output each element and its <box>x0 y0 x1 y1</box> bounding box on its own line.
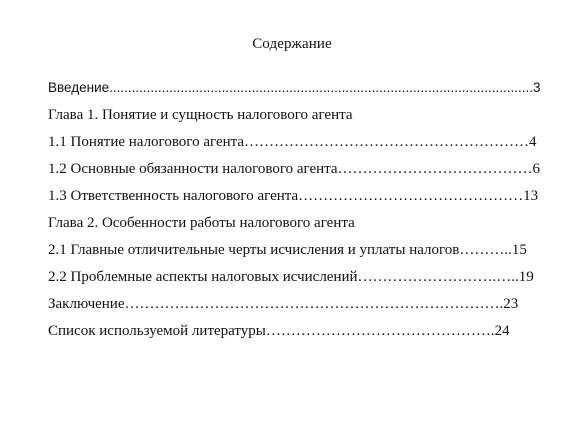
toc-entry-section-1-3: 1.3 Ответственность налогового агента………………………………………13 <box>48 188 539 204</box>
toc-entry-section-1-1: 1.1 Понятие налогового агента…………………………………………………4 <box>48 134 537 150</box>
toc-entry-section-2-2: 2.2 Проблемные аспекты налоговых исчислений……………………….…..19 <box>48 269 534 285</box>
toc-entry-chapter-2: Глава 2. Особенности работы налогового агента <box>48 215 355 231</box>
toc-entry-conclusion: Заключение………………………………………………………………….23 <box>48 296 519 312</box>
toc-entry-chapter-1: Глава 1. Понятие и сущность налогового агента <box>48 107 353 123</box>
toc-entry-references: Список используемой литературы……………………………………….24 <box>48 323 510 339</box>
table-of-contents <box>48 78 562 348</box>
document-title: Содержание <box>252 36 332 52</box>
toc-entry-section-2-1: 2.1 Главные отличительные черты исчисления и уплаты налогов………..15 <box>48 242 527 258</box>
toc-entry-section-1-2: 1.2 Основные обязанности налогового агента…………………………………6 <box>48 161 541 177</box>
toc-entry-introduction: Введение.................................................................................................................3 <box>48 80 541 95</box>
